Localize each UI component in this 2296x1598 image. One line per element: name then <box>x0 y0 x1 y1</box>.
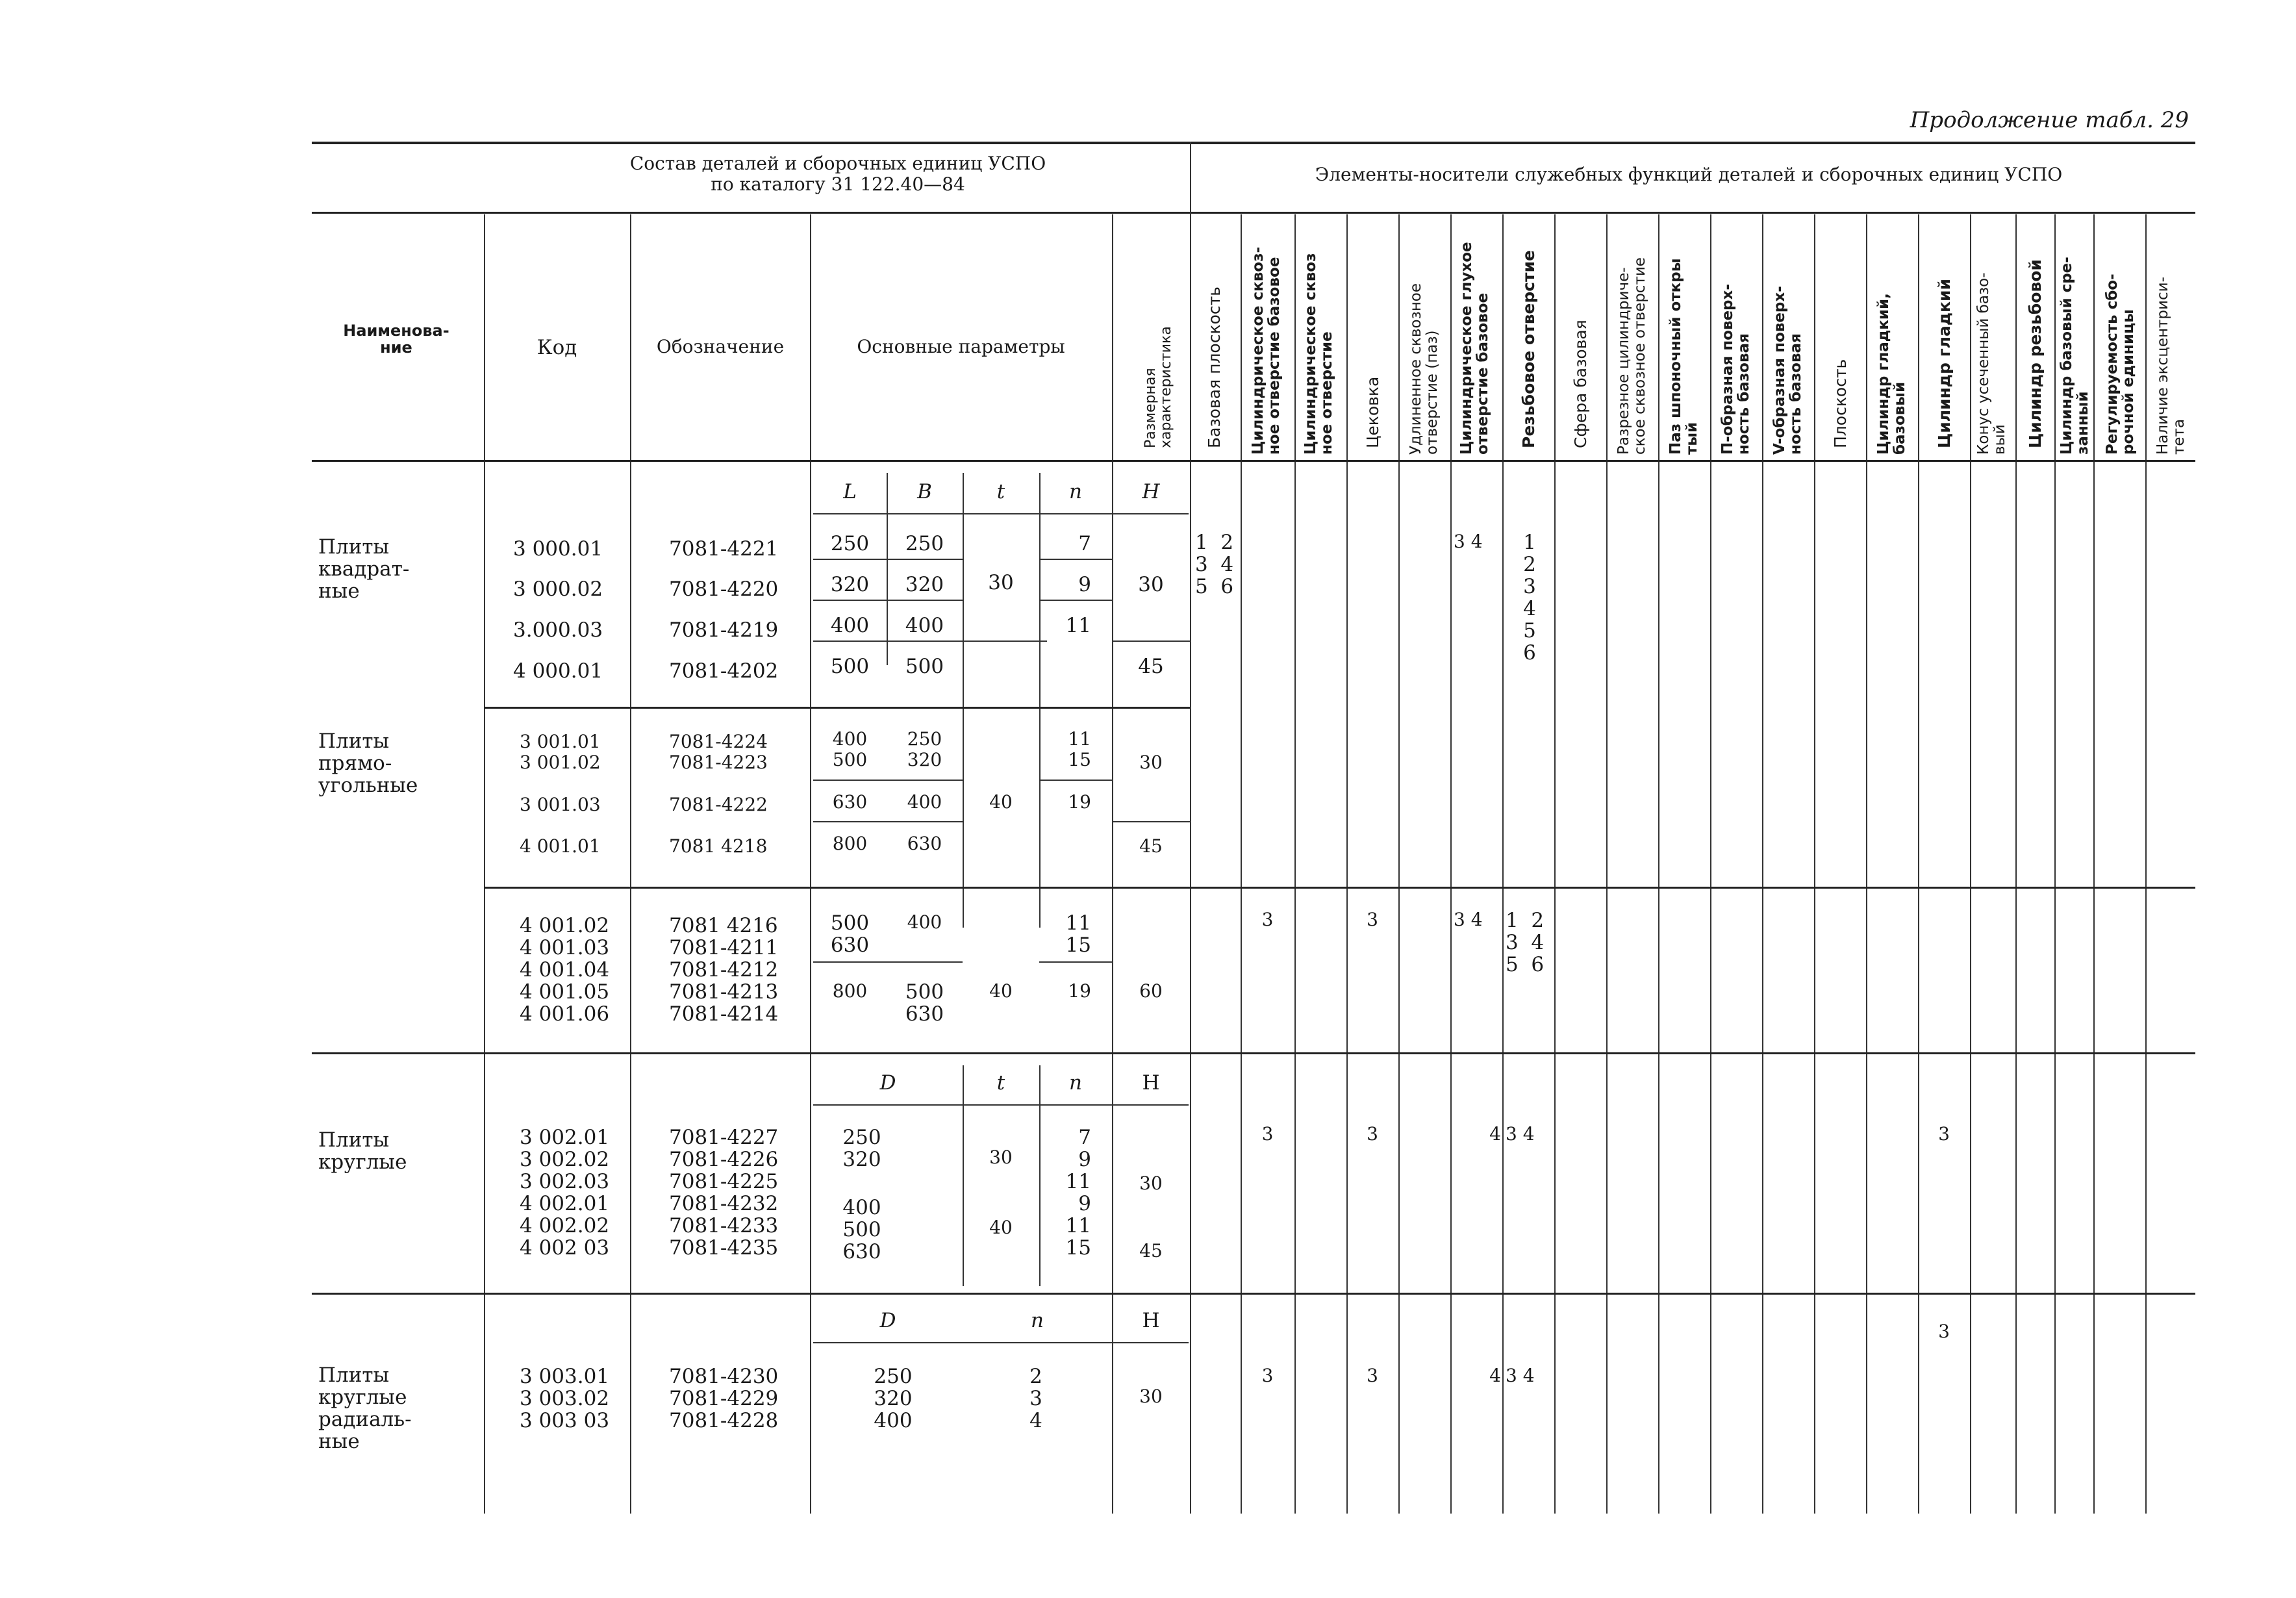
param-B: 400 <box>905 614 944 637</box>
row-rule <box>1039 559 1112 560</box>
el-header: Цилиндрическое сквоз ное отверстие <box>1302 253 1335 455</box>
param-D: 250 320 400 <box>874 1365 913 1432</box>
param-L: 800 <box>832 833 868 854</box>
param-L: 500 630 <box>830 911 870 957</box>
el-blind-hole: 3 4 <box>1454 531 1483 552</box>
el-header: Регулируемость сбо- рочной единицы <box>2104 273 2137 455</box>
param-L: 320 <box>830 573 870 596</box>
col-designation-header: Обозначение <box>656 336 785 357</box>
param-t-label: t <box>996 480 1005 503</box>
param-t: 30 <box>988 571 1014 594</box>
table-top-rule <box>312 142 2195 144</box>
el-header: Цилиндр резьбовой <box>2026 259 2045 448</box>
param-L-label: L <box>843 480 857 503</box>
param-H: 30 <box>1138 573 1164 596</box>
param-B: 400 <box>907 911 942 933</box>
param-B: 500 630 <box>905 980 944 1026</box>
code-list: 3 003.01 3 003.02 3 003 03 <box>520 1365 610 1432</box>
sub-rule <box>813 1342 1189 1343</box>
param-L: 250 <box>830 532 870 555</box>
el-div <box>1866 214 1867 1514</box>
el-blind-hole: 4 <box>1489 1365 1501 1386</box>
el-blind-hole: 4 <box>1489 1123 1501 1145</box>
designation-list: 7081-4227 7081-4226 7081-4225 7081-4232 7081-4233 7081-4235 <box>669 1126 779 1260</box>
col-params-header: Основные параметры <box>857 336 1065 357</box>
el-div <box>1346 214 1348 1514</box>
param-L: 630 <box>832 791 868 813</box>
code: 3.000.03 <box>513 618 603 642</box>
param-L: 400 <box>832 728 868 750</box>
el-header: П-образная поверх- ность базовая <box>1719 284 1752 455</box>
col-size-header: Размерная характеристика <box>1142 326 1174 448</box>
param-t: 40 <box>989 1217 1013 1238</box>
param-n: 11 <box>1068 728 1091 750</box>
el-div <box>2145 214 2147 1514</box>
col-divider-5 <box>1190 142 1191 1514</box>
param-H: 30 <box>1139 1173 1163 1194</box>
group-rule <box>484 887 2195 889</box>
el-header: Цековка <box>1363 376 1382 448</box>
el-div <box>2093 214 2095 1514</box>
el-header: Конус усеченный базо- вый <box>1975 272 2008 455</box>
param-B-label: B <box>917 480 932 503</box>
param-H-label: H <box>1142 480 1160 503</box>
param-n: 9 <box>1078 573 1091 596</box>
param-n: 11 15 <box>1065 911 1091 957</box>
el-cyl-base-hole: 3 <box>1261 1365 1274 1386</box>
designation: 7081-4221 <box>669 537 779 561</box>
el-counterbore: 3 <box>1367 1123 1378 1145</box>
col-name-header: Наименова- ние <box>343 322 449 357</box>
param-B: 250 <box>905 532 944 555</box>
el-header: Цилиндр гладкий <box>1935 278 1954 448</box>
param-t: 30 <box>989 1147 1013 1168</box>
sub-rule <box>813 513 1189 514</box>
group-rule <box>312 1293 2195 1295</box>
el-div <box>1450 214 1452 1514</box>
el-header: Плоскость <box>1831 359 1850 448</box>
param-H: 60 <box>1139 980 1163 1002</box>
param-n: 7 9 11 9 11 15 <box>1065 1126 1091 1260</box>
el-header: Удлиненное сквозное отверстие (паз) <box>1407 283 1441 455</box>
el-base-surface: 1 2 3 4 5 6 <box>1195 531 1234 598</box>
el-header: Паз шпоночный откры тый <box>1667 258 1700 455</box>
el-header: Резьбовое отверстие <box>1519 249 1538 448</box>
row-rule <box>813 640 1047 642</box>
designation: 7081-4202 <box>669 659 779 683</box>
row-rule <box>1039 600 1112 601</box>
el-header: Разрезное цилиндриче- ское сквозное отверстие <box>1615 257 1648 455</box>
row-rule <box>813 961 963 963</box>
param-B: 320 <box>907 749 942 770</box>
row-rule <box>1039 780 1112 781</box>
param-B: 400 <box>907 791 942 813</box>
designation: 7081-4219 <box>669 618 779 642</box>
el-thread-hole: 1 2 3 4 5 6 <box>1506 909 1545 976</box>
group-name: Плиты прямо- угольные <box>318 729 418 797</box>
param-D: 400 500 630 <box>842 1196 881 1263</box>
param-H-label: H <box>1142 1071 1160 1095</box>
group-rule <box>484 707 1190 709</box>
el-div <box>1762 214 1763 1514</box>
param-div <box>963 1065 964 1286</box>
row-rule <box>1039 961 1112 963</box>
el-div <box>2015 214 2017 1514</box>
continuation-label: Продолжение табл. 29 <box>1910 107 2189 133</box>
param-H: 30 <box>1139 1386 1163 1407</box>
el-cyl-smooth: 3 <box>1938 1123 1950 1145</box>
el-div <box>1970 214 1971 1514</box>
param-L: 500 <box>830 655 870 678</box>
param-t: 40 <box>989 980 1013 1002</box>
left-group-header: Состав деталей и сборочных единиц УСПО по каталогу 31 122.40—84 <box>629 153 1046 195</box>
code: 3 000.01 <box>513 537 603 561</box>
param-D: 250 320 <box>842 1126 881 1171</box>
designation: 7081-4224 <box>669 731 768 752</box>
code: 4 001.01 <box>520 835 601 857</box>
param-n-label: n <box>1069 1071 1082 1095</box>
row-rule <box>813 821 963 822</box>
sub-rule <box>813 1104 1189 1106</box>
designation: 7081-4222 <box>669 794 768 815</box>
param-D-label: D <box>879 1071 896 1095</box>
el-header: Цилиндр гладкий, базовый <box>1875 293 1908 455</box>
el-cyl-smooth: 3 <box>1938 1321 1950 1342</box>
el-div <box>1241 214 1242 1514</box>
param-n: 15 <box>1068 749 1091 770</box>
el-header: Сфера базовая <box>1571 320 1590 448</box>
param-n-label: n <box>1069 480 1082 503</box>
el-header: Цилиндрическое глухое отверстие базовое <box>1458 242 1491 455</box>
param-n-label: n <box>1031 1309 1044 1332</box>
code-list: 3 002.01 3 002.02 3 002.03 4 002.01 4 002.02 4 002 03 <box>520 1126 610 1260</box>
param-n: 11 <box>1065 614 1091 637</box>
designation: 7081 4218 <box>669 835 768 857</box>
el-blind-hole: 3 4 <box>1454 909 1483 930</box>
col-divider-1 <box>484 214 485 1514</box>
designation: 7081-4223 <box>669 752 768 773</box>
el-header: V-образная поверх- ность базовая <box>1771 286 1804 455</box>
el-div <box>1606 214 1608 1514</box>
designation-list: 7081 4216 7081-4211 7081-4212 7081-4213 7081-4214 <box>669 914 779 1026</box>
col-divider-3 <box>810 214 811 1514</box>
row-rule <box>813 600 963 601</box>
param-t: 40 <box>989 791 1013 813</box>
el-header: Наличие эксцентриси- тета <box>2154 277 2188 455</box>
el-div <box>1502 214 1504 1514</box>
group-name: Плиты квадрат- ные <box>318 535 410 603</box>
designation-list: 7081-4230 7081-4229 7081-4228 <box>669 1365 779 1432</box>
param-H: 45 <box>1138 655 1164 678</box>
param-B: 250 <box>907 728 942 750</box>
el-counterbore: 3 <box>1367 1365 1378 1386</box>
param-t-label: t <box>996 1071 1005 1095</box>
header-bottom-rule <box>312 460 2195 462</box>
param-n: 2 3 4 <box>1029 1365 1042 1432</box>
group-name: Плиты круглые радиаль- ные <box>318 1363 412 1453</box>
param-H: 45 <box>1139 1240 1163 1262</box>
el-div <box>1294 214 1296 1514</box>
el-header: Базовая плоскость <box>1205 286 1224 448</box>
param-B: 500 <box>905 655 944 678</box>
group-header-rule <box>312 212 2195 214</box>
param-n: 19 <box>1068 980 1091 1002</box>
group-rule <box>312 1052 2195 1054</box>
code: 3 000.02 <box>513 577 603 601</box>
param-H: 30 <box>1139 752 1163 773</box>
param-D-label: D <box>879 1309 896 1332</box>
el-div <box>1658 214 1659 1514</box>
param-L: 400 <box>830 614 870 637</box>
row-rule <box>813 559 963 560</box>
param-H-label: H <box>1142 1309 1160 1332</box>
row-rule <box>813 780 963 781</box>
el-div <box>2054 214 2056 1514</box>
el-thread-hole: 3 4 <box>1506 1365 1535 1386</box>
param-L: 800 <box>832 980 868 1002</box>
right-group-header: Элементы-носители служебных функций деталей и сборочных единиц УСПО <box>1315 164 2063 185</box>
param-div <box>963 473 964 928</box>
param-H: 45 <box>1139 835 1163 857</box>
param-L: 500 <box>832 749 868 770</box>
row-rule <box>1112 821 1190 822</box>
code: 4 000.01 <box>513 659 603 683</box>
designation: 7081-4220 <box>669 577 779 601</box>
el-div <box>1554 214 1556 1514</box>
code-list: 4 001.02 4 001.03 4 001.04 4 001.05 4 001.06 <box>520 914 610 1026</box>
el-thread-hole: 1 2 3 4 5 6 <box>1523 531 1536 665</box>
el-div <box>1814 214 1815 1514</box>
el-cyl-base-hole: 3 <box>1261 1123 1274 1145</box>
el-div <box>1398 214 1400 1514</box>
code: 3 001.02 <box>520 752 601 773</box>
el-thread-hole: 3 4 <box>1506 1123 1535 1145</box>
group-name: Плиты круглые <box>318 1128 407 1174</box>
el-cyl-base-hole: 3 <box>1261 909 1274 930</box>
el-div <box>1918 214 1919 1514</box>
el-div <box>1710 214 1711 1514</box>
el-header: Цилиндрическое сквоз- ное отверстие базовое <box>1250 246 1283 455</box>
code: 3 001.03 <box>520 794 601 815</box>
param-n: 7 <box>1078 532 1091 555</box>
row-rule <box>1112 640 1190 642</box>
code: 3 001.01 <box>520 731 601 752</box>
param-n: 19 <box>1068 791 1091 813</box>
el-header: Цилиндр базовый сре- занный <box>2058 257 2091 455</box>
el-counterbore: 3 <box>1367 909 1378 930</box>
col-divider-2 <box>630 214 631 1514</box>
param-B: 320 <box>905 573 944 596</box>
col-code-header: Код <box>536 336 577 359</box>
param-B: 630 <box>907 833 942 854</box>
